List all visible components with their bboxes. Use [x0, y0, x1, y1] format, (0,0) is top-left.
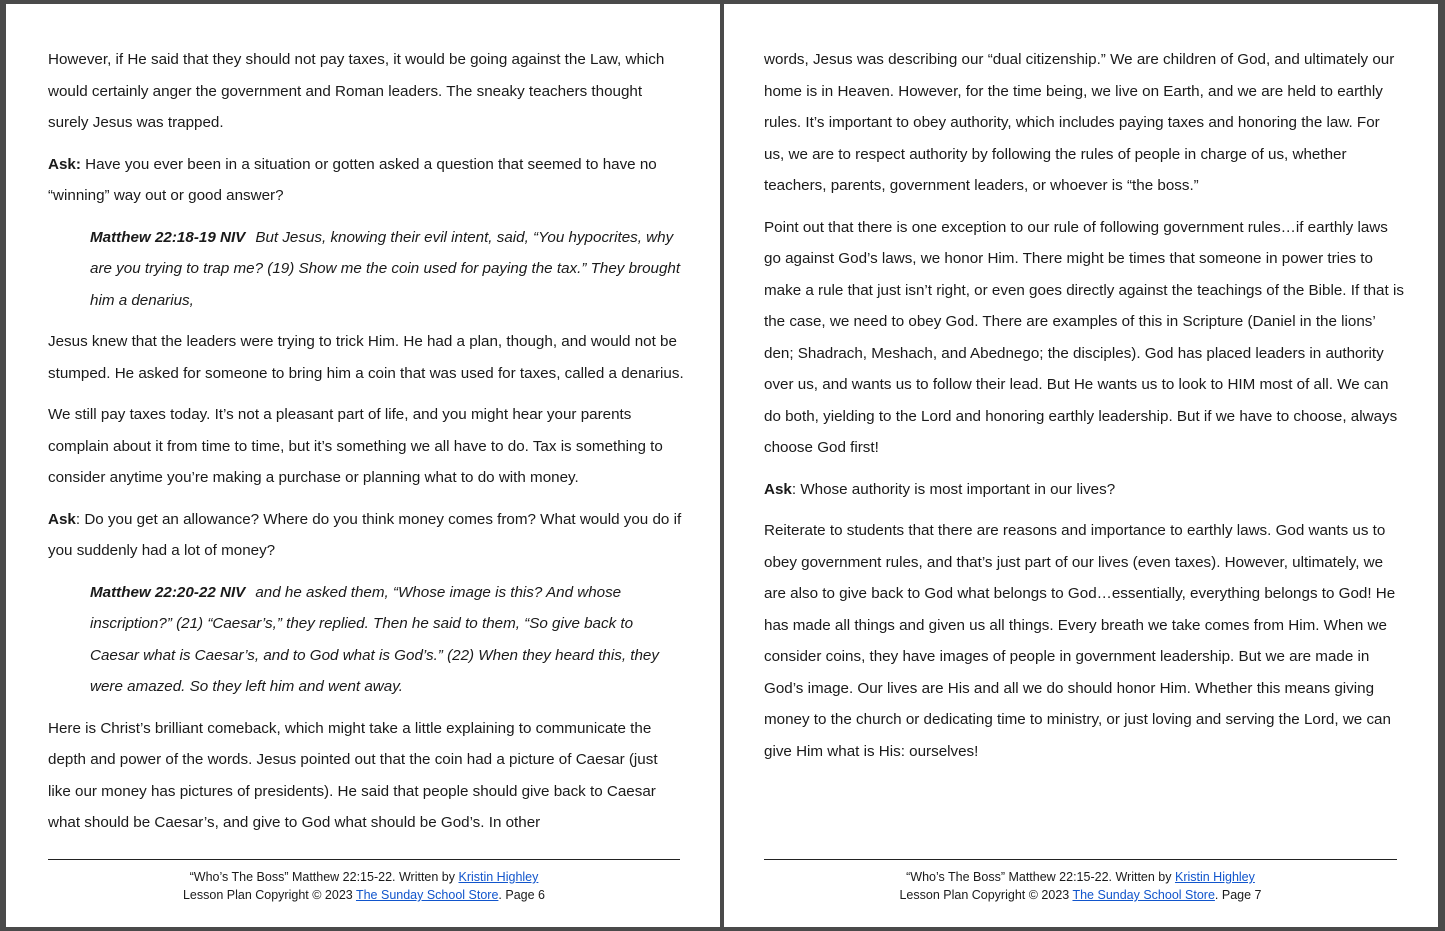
author-link[interactable]: Kristin Highley	[458, 870, 539, 884]
paragraph: We still pay taxes today. It’s not a pleasant part of life, and you might hear your parents complain about it from time to time, but it’s something we all have to do. Tax is something to consider anytime you’re making a purchase or planning what to do with money.	[48, 406, 663, 486]
scripture-quote	[48, 577, 684, 703]
page-footer	[48, 868, 680, 904]
ask-paragraph	[764, 474, 1404, 506]
scripture-reference: Matthew 22:20-22 NIV	[90, 583, 246, 601]
page-7-body	[764, 44, 1404, 777]
footer-line-1	[764, 868, 1397, 886]
footer-title: “Who’s The Boss” Matthew 22:15-22. Written by	[189, 870, 459, 884]
author-link[interactable]: Kristin Highley	[1174, 870, 1255, 884]
page-number: . Page 6	[498, 888, 545, 902]
paragraph: words, Jesus was describing our “dual citizenship.” We are children of God, and ultimately our home is in Heaven. However, for the time being, we live on Earth, and we are held to earthly rules. It’s important to obey authority, which includes paying taxes and honoring the law. For us, we are to respect authority by following the rules of people in charge of us, whether teachers, parents, government leaders, or whoever is “the boss.”	[764, 51, 1395, 194]
page-7	[724, 4, 1438, 927]
paragraph: Reiterate to students that there are reasons and importance to earthly laws. God wants us to obey government rules, and that’s just part of our lives (even taxes). However, ultimately, we are also to give back to God what belongs to God…essentially, everything belongs to God! He has made all things and given us all things. Every breath we take comes from Him. When we consider coins, they have images of people in government leadership. But we are made in God’s image. Our lives are His and all we do should honor Him. Whether this means giving money to the church or dedicating time to ministry, or just loving and serving the Lord, we can give Him what is His: ourselves!	[764, 522, 1396, 760]
ask-label: Ask:	[48, 155, 81, 173]
paragraph: Here is Christ’s brilliant comeback, which might take a little explaining to communicate the depth and power of the words. Jesus pointed out that the coin had a picture of Caesar (just like our money has pictures of presidents). He said that people should give back to Caesar what should be Caesar’s, and give to God what should be God’s. In other	[48, 719, 658, 831]
footer-line-2	[48, 886, 680, 904]
store-link[interactable]: The Sunday School Store	[1072, 888, 1215, 902]
footer-copyright: Lesson Plan Copyright © 2023	[182, 888, 356, 902]
ask-question: : Do you get an allowance? Where do you think money comes from? What would you do if you suddenly had a lot of money?	[48, 510, 682, 559]
footer-line-1	[48, 868, 680, 886]
ask-paragraph	[48, 149, 684, 212]
scripture-text: and he asked them, “Whose image is this? And whose inscription?” (21) “Caesar’s,” they replied. Then he said to them, “So give back to Caesar what is Caesar’s, and to God what is God’s.” (22) When they heard this, they were amazed. So they left him and went away.	[90, 583, 659, 695]
paragraph: Point out that there is one exception to our rule of following government rules…if earthly laws go against God’s laws, we honor Him. There might be times that someone in power tries to make a rule that just isn’t right, or even goes directly against the teachings of the Bible. If that is the case, we need to obey God. There are examples of this in Scripture (Daniel in the lions’ den; Shadrach, Meshach, and Abednego; the disciples). God has placed leaders in authority over us, and wants us to follow their lead. But He wants us to look to HIM most of all. We can do both, yielding to the Lord and honoring earthly leadership. But if we have to choose, always choose God first!	[764, 218, 1404, 456]
footer-line-2	[764, 886, 1397, 904]
ask-question: : Whose authority is most important in our lives?	[791, 480, 1116, 498]
ask-label: Ask	[48, 510, 76, 528]
footer-title: “Who’s The Boss” Matthew 22:15-22. Written by	[906, 870, 1175, 884]
footer-divider	[764, 859, 1397, 860]
page-number: . Page 7	[1214, 888, 1262, 902]
scripture-reference: Matthew 22:18-19 NIV	[90, 228, 246, 246]
page-6	[6, 4, 720, 927]
page-6-body	[48, 44, 684, 849]
ask-paragraph	[48, 504, 684, 567]
ask-question: Have you ever been in a situation or gotten asked a question that seemed to have no “winning” way out or good answer?	[48, 155, 657, 204]
paragraph: Jesus knew that the leaders were trying to trick Him. He had a plan, though, and would not be stumped. He asked for someone to bring him a coin that was used for taxes, called a denarius.	[48, 333, 684, 382]
paragraph: However, if He said that they should not pay taxes, it would be going against the Law, which would certainly anger the government and Roman leaders. The sneaky teachers thought surely Jesus was trapped.	[48, 51, 665, 131]
page-footer	[764, 868, 1397, 904]
scripture-text: But Jesus, knowing their evil intent, said, “You hypocrites, why are you trying to trap me? (19) Show me the coin used for paying the tax.” They brought him a denarius,	[90, 228, 681, 309]
scripture-quote	[48, 222, 684, 317]
ask-label: Ask	[764, 480, 792, 498]
store-link[interactable]: The Sunday School Store	[355, 888, 499, 902]
footer-divider	[48, 859, 680, 860]
footer-copyright: Lesson Plan Copyright © 2023	[899, 888, 1073, 902]
